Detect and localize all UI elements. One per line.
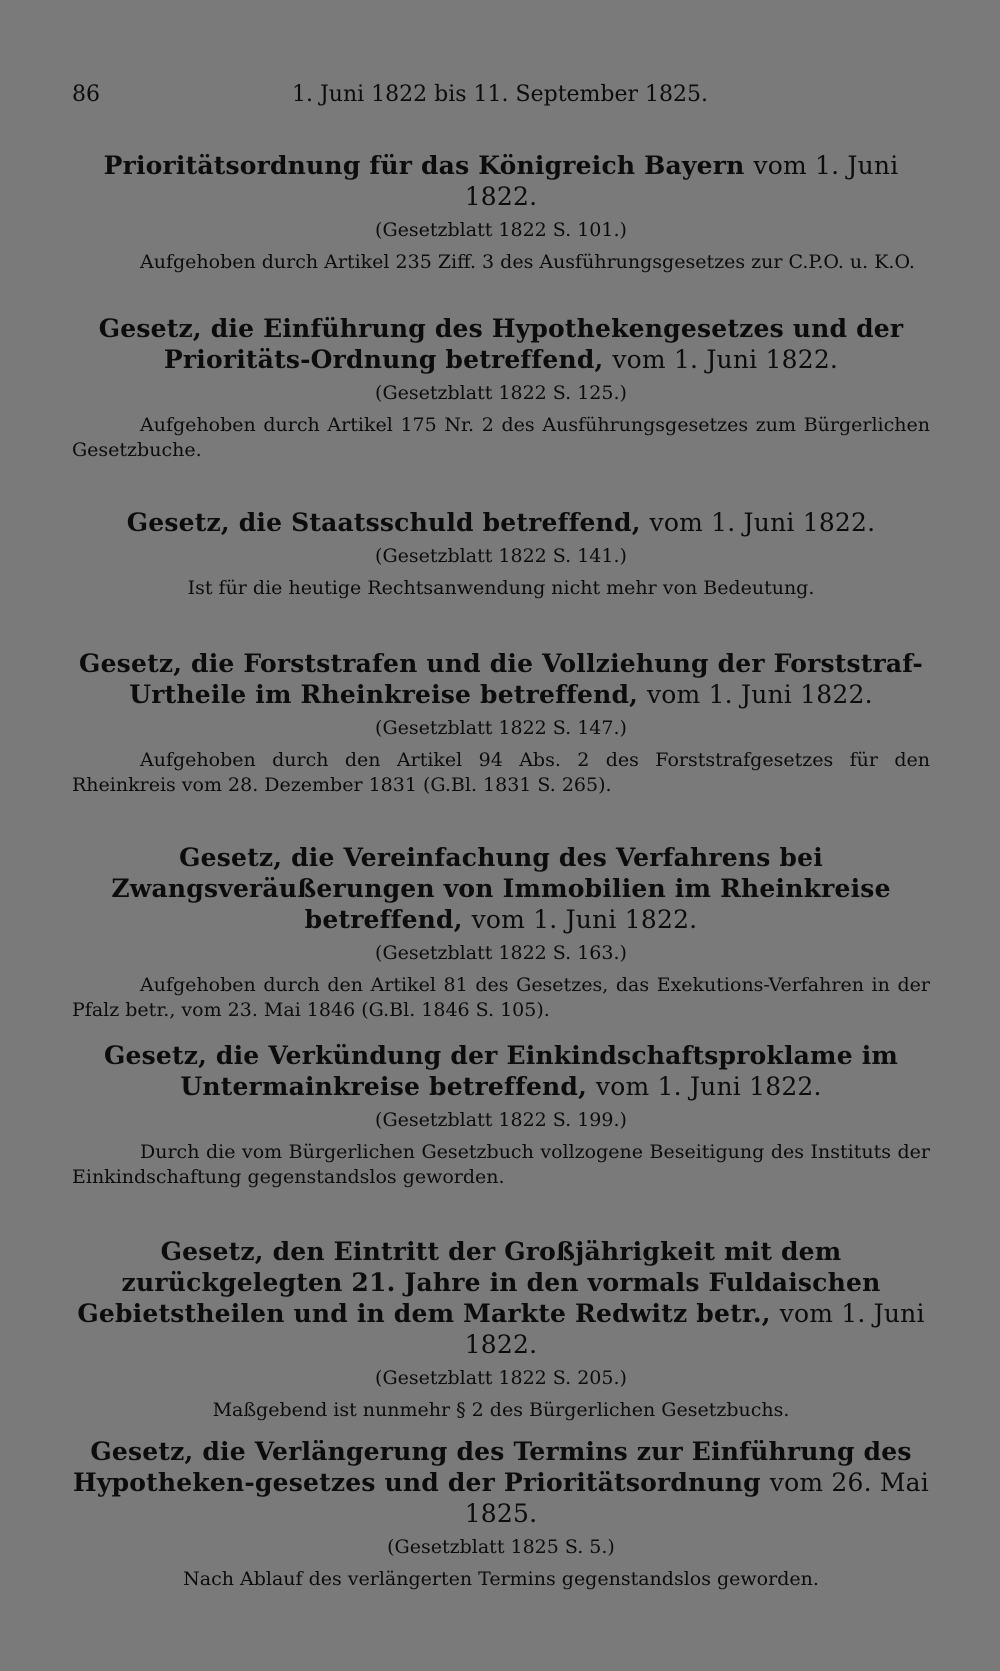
running-title: 1. Juni 1822 bis 11. September 1825. xyxy=(291,82,709,107)
entry-title xyxy=(72,313,930,375)
gazette-citation: (Gesetzblatt 1822 S. 147.) xyxy=(375,717,627,739)
entry-note: Ist für die heutige Rechtsanwendung nicht mehr von Bedeutung. xyxy=(187,577,815,599)
law-entry xyxy=(72,1236,930,1423)
law-entry xyxy=(72,648,930,798)
entry-date: vom 1. Juni 1822. xyxy=(646,680,873,709)
law-entry xyxy=(72,150,930,275)
entry-date: vom 1. Juni 1822. xyxy=(595,1072,822,1101)
entry-date: vom 1. Juni 1822. xyxy=(649,508,876,537)
entry-title xyxy=(72,1236,930,1360)
entry-note: Durch die vom Bürgerlichen Gesetzbuch vollzogene Beseitigung des Instituts der Einkindschaftung gegenstandslos geworden. xyxy=(72,1141,930,1188)
entry-title-text: Gesetz, die Forststrafen und die Vollziehung der Forststraf-Urtheile im Rheinkreise betreffend, xyxy=(79,649,923,709)
entry-title-text: Gesetz, die Vereinfachung des Verfahrens bei Zwangsveräußerungen von Immobilien im Rheinkreise betreffend, xyxy=(111,843,891,934)
page-number: 86 xyxy=(72,82,100,107)
gazette-citation: (Gesetzblatt 1825 S. 5.) xyxy=(387,1536,615,1558)
entry-date: vom 1. Juni 1822. xyxy=(612,345,839,374)
entry-note: Nach Ablauf des verlängerten Termins gegenstandslos geworden. xyxy=(183,1568,819,1590)
gazette-citation: (Gesetzblatt 1822 S. 101.) xyxy=(375,219,627,241)
entry-note: Aufgehoben durch den Artikel 94 Abs. 2 des Forststrafgesetzes für den Rheinkreis vom 28. Dezember 1831 (G.Bl. 1831 S. 265). xyxy=(72,749,930,796)
entry-title xyxy=(72,1040,930,1102)
gazette-citation: (Gesetzblatt 1822 S. 141.) xyxy=(375,545,627,567)
entry-title xyxy=(72,507,930,538)
law-entry xyxy=(72,1436,930,1592)
entry-title-text: Gesetz, die Verlängerung des Termins zur Einführung des Hypotheken-gesetzes und der Prioritätsordnung xyxy=(73,1437,912,1497)
entry-note: Aufgehoben durch Artikel 175 Nr. 2 des Ausführungsgesetzes zum Bürgerlichen Gesetzbuche. xyxy=(72,414,930,461)
entry-note: Maßgebend ist nunmehr § 2 des Bürgerlichen Gesetzbuchs. xyxy=(212,1399,790,1421)
entry-date: vom 26. Mai 1825. xyxy=(464,1468,929,1528)
gazette-citation: (Gesetzblatt 1822 S. 163.) xyxy=(375,942,627,964)
entry-note: Aufgehoben durch Artikel 235 Ziff. 3 des Ausführungsgesetzes zur C.P.O. u. K.O. xyxy=(140,251,915,273)
entry-date: vom 1. Juni 1822. xyxy=(471,905,698,934)
entry-title xyxy=(72,842,930,935)
page-header xyxy=(72,82,928,118)
gazette-citation: (Gesetzblatt 1822 S. 199.) xyxy=(375,1109,627,1131)
gazette-citation: (Gesetzblatt 1822 S. 205.) xyxy=(375,1367,627,1389)
entry-title xyxy=(72,150,930,212)
law-entry xyxy=(72,507,930,601)
entry-title-text: Gesetz, die Verkündung der Einkindschaftsproklame im Untermainkreise betreffend, xyxy=(103,1041,899,1101)
entry-title xyxy=(72,648,930,710)
law-entry xyxy=(72,313,930,463)
entry-date: vom 1. Juni 1822. xyxy=(464,1299,925,1359)
entry-title-text: Gesetz, die Staatsschuld betreffend, xyxy=(126,508,641,537)
law-entry xyxy=(72,1040,930,1190)
law-entry xyxy=(72,842,930,1023)
entry-date: vom 1. Juni 1822. xyxy=(464,151,899,211)
entry-note: Aufgehoben durch den Artikel 81 des Gesetzes, das Exekutions-Verfahren in der Pfalz betr., vom 23. Mai 1846 (G.Bl. 1846 S. 105). xyxy=(72,974,930,1021)
entry-title-text: Prioritätsordnung für das Königreich Bayern xyxy=(103,151,745,180)
gazette-citation: (Gesetzblatt 1822 S. 125.) xyxy=(375,382,627,404)
entry-title xyxy=(72,1436,930,1529)
entry-title-text: Gesetz, den Eintritt der Großjährigkeit mit dem zurückgelegten 21. Jahre in den vormals Fuldaischen Gebietstheilen und in dem Markte Redwitz betr., xyxy=(77,1237,881,1328)
entry-title-text: Gesetz, die Einführung des Hypothekengesetzes und der Prioritäts-Ordnung betreffend, xyxy=(98,314,904,374)
